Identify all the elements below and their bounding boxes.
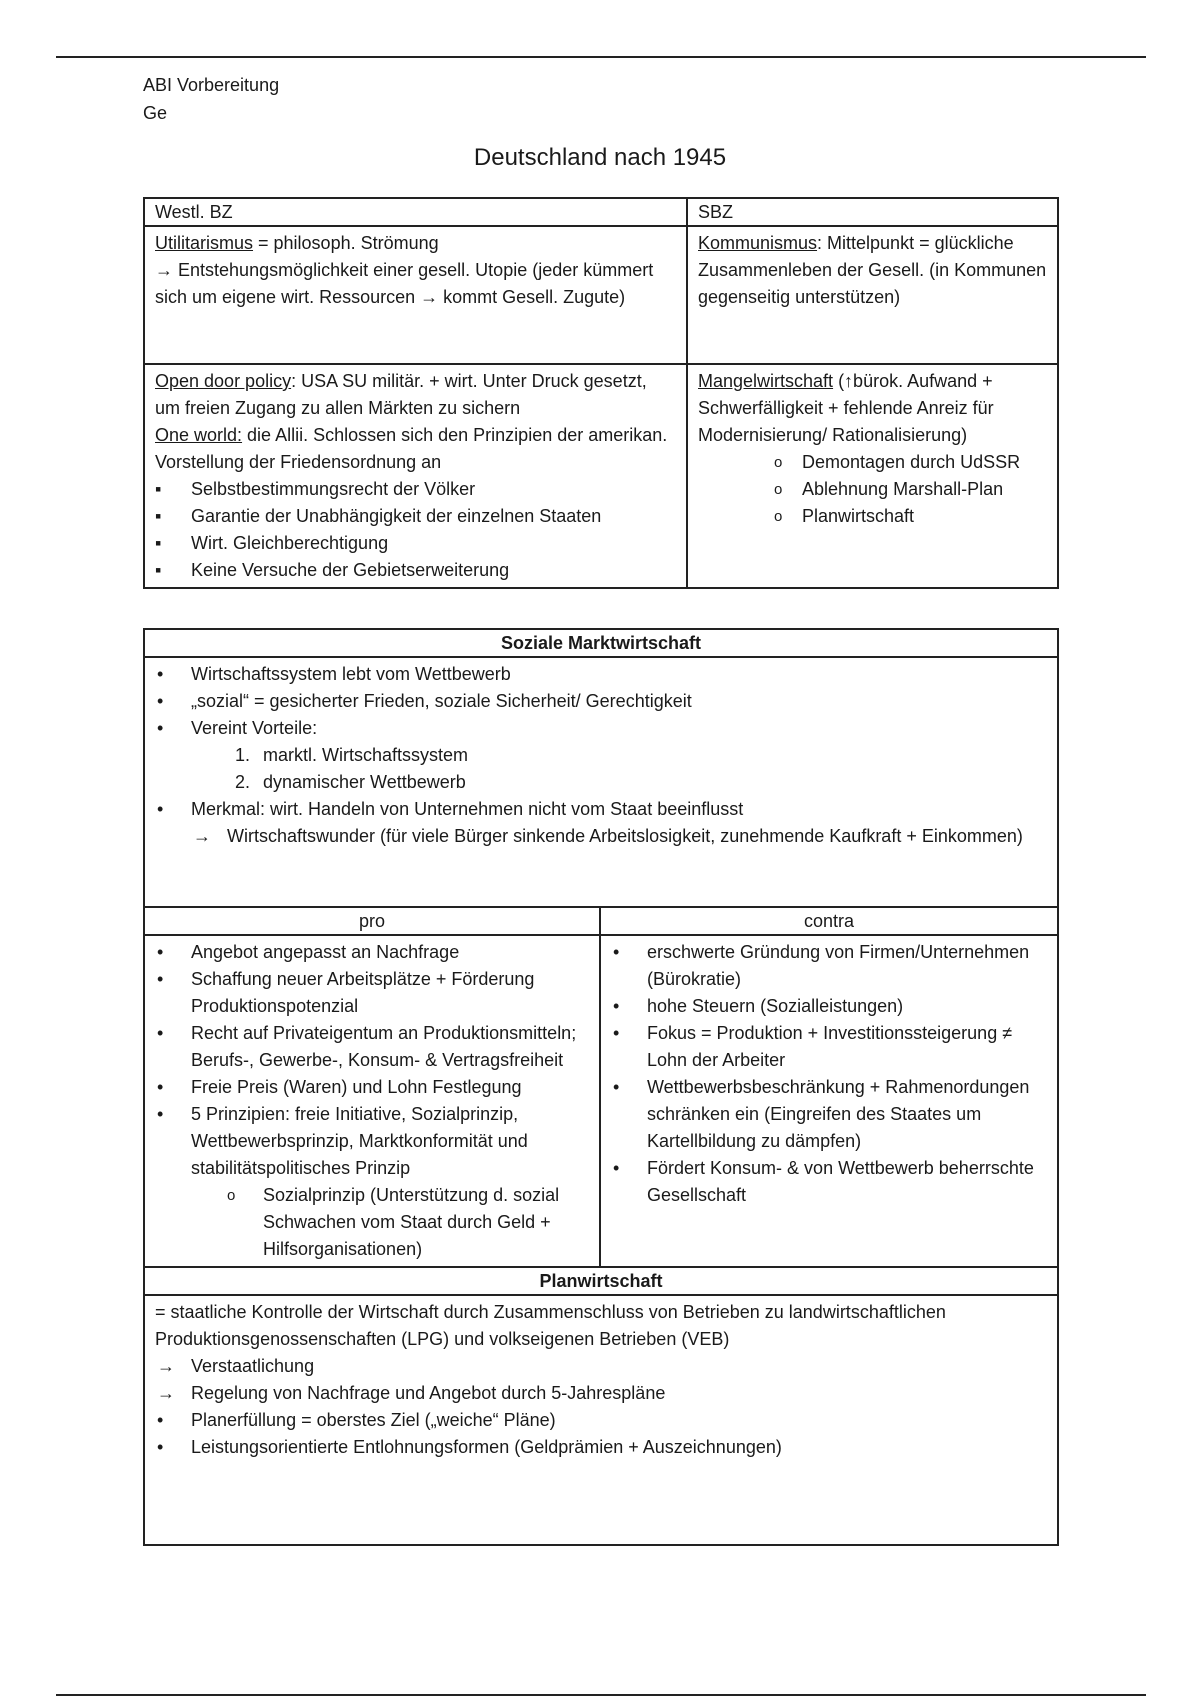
plan-arrow-text: Regelung von Nachfrage und Angebot durch 5-Jahrespläne	[191, 1383, 666, 1403]
list-item: • erschwerte Gründung von Firmen/Unternehmen (Bürokratie)	[611, 939, 1047, 993]
list-text: dynamischer Wettbewerb	[263, 772, 466, 792]
smw-merkmal	[155, 796, 1047, 823]
cell-kommunismus	[687, 226, 1058, 364]
pro-sublist	[155, 1182, 589, 1263]
cell-mangelwirtschaft	[687, 364, 1058, 588]
pro-header: pro	[144, 907, 600, 935]
cell-utilitarismus	[144, 226, 687, 364]
text-kommunismus: : Mittelpunkt = glückliche Zusammenleben der Gesell. (in Kommunen gegenseitig unterstützen)	[698, 233, 1047, 307]
plan-bullets	[155, 1407, 1047, 1461]
top-rule	[56, 56, 1146, 58]
contra-header: contra	[600, 907, 1058, 935]
list-item: • Planerfüllung = oberstes Ziel („weiche“ Pläne)	[155, 1407, 1047, 1434]
plan-body-row	[144, 1295, 1058, 1545]
document-header	[143, 71, 279, 127]
list-item: • Freie Preis (Waren) und Lohn Festlegung	[155, 1074, 589, 1101]
term-open-door: Open door policy	[155, 371, 292, 391]
smw-body-row	[144, 657, 1058, 907]
text-one-world: die Allii. Schlossen sich den Prinzipien der amerikan. Vorstellung der Friedensordnung an	[155, 425, 668, 472]
term-kommunismus: Kommunismus	[698, 233, 818, 253]
plan-arrow-item	[155, 1353, 1047, 1380]
col-sbz: SBZ	[687, 198, 1058, 226]
contra-list	[611, 939, 1047, 1209]
list-item: o Planwirtschaft	[698, 503, 1047, 530]
list-text: marktl. Wirtschaftssystem	[263, 745, 469, 765]
list-item: o Demontagen durch UdSSR	[698, 449, 1047, 476]
list-item: • Leistungsorientierte Entlohnungsformen (Geldprämien + Auszeichnungen)	[155, 1434, 1047, 1461]
list-item: • Merkmal: wirt. Handeln von Unternehmen nicht vom Staat beeinflusst	[155, 796, 1047, 823]
one-world-list	[155, 476, 676, 584]
term-utilitarismus: Utilitarismus	[155, 233, 254, 253]
list-item: • Angebot angepasst an Nachfrage	[155, 939, 589, 966]
plan-arrow-text: Verstaatlichung	[191, 1356, 315, 1376]
list-item: ▪ Garantie der Unabhängigkeit der einzelnen Staaten	[155, 503, 676, 530]
arrow-symbol: →	[157, 1356, 175, 1376]
list-number: 1.	[235, 745, 251, 765]
list-item: • Recht auf Privateigentum an Produktionsmitteln; Berufs-, Gewerbe-, Konsum- & Vertragsfreiheit	[155, 1020, 589, 1074]
list-item: • Schaffung neuer Arbeitsplätze + Förderung Produktionspotenzial	[155, 966, 589, 1020]
smw-numbered	[155, 742, 1047, 796]
smw-bullets	[155, 661, 1047, 742]
list-item: • Fördert Konsum- & von Wettbewerb beherrschte Gesellschaft	[611, 1155, 1047, 1209]
list-item: o Sozialprinzip (Unterstützung d. sozial Schwachen vom Staat durch Geld + Hilfsorganisationen)	[155, 1182, 589, 1263]
term-one-world: One world:	[155, 425, 243, 445]
smw-title: Soziale Marktwirtschaft	[144, 629, 1058, 657]
list-item: • Wirtschaftssystem lebt vom Wettbewerb	[155, 661, 1047, 688]
mangel-list	[698, 449, 1047, 530]
plan-title-row	[144, 1267, 1058, 1295]
arrow-symbol: →	[193, 826, 211, 846]
text-open-door: : USA SU militär. + wirt. Unter Druck gesetzt, um freien Zugang zu allen Märkten zu sichern	[155, 371, 647, 418]
list-item: • Fokus = Produktion + Investitionssteigerung ≠ Lohn der Arbeiter	[611, 1020, 1047, 1074]
arrow-symbol: →	[157, 1383, 175, 1403]
bottom-rule	[56, 1694, 1146, 1696]
list-item	[155, 769, 1047, 796]
pro-list	[155, 939, 589, 1182]
pro-cell	[144, 935, 600, 1267]
plan-arrow-item	[155, 1380, 1047, 1407]
smw-title-row	[144, 629, 1058, 657]
term-mangelwirtschaft: Mangelwirtschaft	[698, 371, 834, 391]
contra-cell	[600, 935, 1058, 1267]
list-item: • Wettbewerbsbeschränkung + Rahmenordungen schränken ein (Eingreifen des Staates um Kartellbildung zu dämpfen)	[611, 1074, 1047, 1155]
zones-table	[143, 197, 1059, 589]
smw-body	[144, 657, 1058, 907]
list-item: • 5 Prinzipien: freie Initiative, Sozialprinzip, Wettbewerbsprinzip, Marktkonformität und stabilitätspolitisches Prinzip	[155, 1101, 589, 1182]
col-west: Westl. BZ	[144, 198, 687, 226]
list-item: ▪ Keine Versuche der Gebietserweiterung	[155, 557, 676, 584]
header-course: ABI Vorbereitung	[143, 75, 280, 95]
zones-row-1	[144, 226, 1058, 364]
list-item: • Vereint Vorteile:	[155, 715, 1047, 742]
header-subject: Ge	[143, 103, 168, 123]
list-item: • hohe Steuern (Sozialleistungen)	[611, 993, 1047, 1020]
cell-open-door	[144, 364, 687, 588]
list-item: ▪ Wirt. Gleichberechtigung	[155, 530, 676, 557]
text-mangelwirtschaft: (↑bürok. Aufwand + Schwerfälligkeit + fehlende Anreiz für Modernisierung/ Rationalisierung)	[698, 371, 994, 445]
zones-row-2	[144, 364, 1058, 588]
arrow-symbol: →	[155, 260, 173, 280]
text-utopie: Entstehungsmöglichkeit einer gesell. Utopie (jeder kümmert sich um eigene wirt. Ressourcen → kommt Gesell. Zugute)	[155, 260, 654, 307]
def-utilitarismus: = philosoph. Strömung	[253, 233, 439, 253]
plan-definition: = staatliche Kontrolle der Wirtschaft durch Zusammenschluss von Betrieben zu landwirtschaftlichen Produktionsgenossenschaften (LPG) und volkseigenen Betrieben (VEB)	[155, 1302, 946, 1349]
zones-header-row	[144, 198, 1058, 226]
wunder-text: Wirtschaftswunder (für viele Bürger sinkende Arbeitslosigkeit, zunehmende Kaufkraft + Einkommen)	[227, 826, 1023, 846]
list-item: ▪ Selbstbestimmungsrecht der Völker	[155, 476, 676, 503]
list-item: • „sozial“ = gesicherter Frieden, soziale Sicherheit/ Gerechtigkeit	[155, 688, 1047, 715]
plan-title: Planwirtschaft	[144, 1267, 1058, 1295]
economy-table	[143, 628, 1059, 1546]
wirtschaftswunder	[155, 823, 1047, 850]
pro-contra-header	[144, 907, 1058, 935]
page-title: Deutschland nach 1945	[473, 144, 727, 171]
list-number: 2.	[235, 772, 251, 792]
list-item	[155, 742, 1047, 769]
pro-contra-row	[144, 935, 1058, 1267]
list-item: o Ablehnung Marshall-Plan	[698, 476, 1047, 503]
plan-body	[144, 1295, 1058, 1545]
